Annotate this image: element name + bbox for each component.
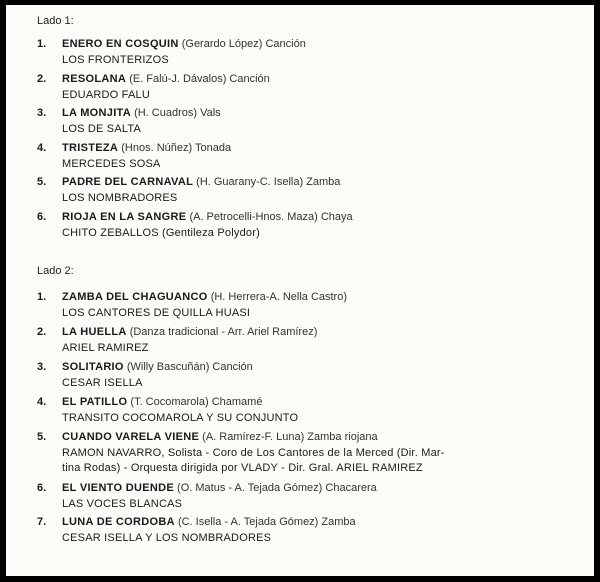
side-1-label: Lado 1: — [37, 15, 74, 27]
track-title: RIOJA EN LA SANGRE — [62, 211, 187, 223]
track-artist: tina Rodas) - Orquesta dirigida por VLADY - Dir. Gral. ARIEL RAMIREZ — [62, 462, 423, 474]
track-number: 5. — [37, 431, 47, 443]
side-2-label: Lado 2: — [37, 265, 74, 277]
track-credit: (Willy Bascuñán) Canción — [126, 361, 253, 373]
track-number: 2. — [37, 326, 47, 338]
track-title: EL PATILLO — [62, 396, 128, 408]
track-number: 1. — [37, 291, 47, 303]
track-title: TRISTEZA — [62, 142, 119, 154]
track-item — [37, 360, 577, 391]
track-title: LUNA DE CORDOBA — [62, 516, 175, 528]
track-artist: CESAR ISELLA — [62, 376, 143, 389]
track-credit: (O. Matus - A. Tejada Gómez) Chacarera — [177, 482, 377, 494]
track-item — [37, 37, 577, 68]
track-title: SOLITARIO — [62, 361, 124, 373]
track-item — [37, 175, 577, 206]
track-item — [37, 290, 577, 321]
track-credit: (H. Guarany-C. Isella) Zamba — [196, 176, 341, 188]
track-credit: (A. Ramírez-F. Luna) Zamba riojana — [202, 431, 378, 443]
track-artist: LOS FRONTERIZOS — [62, 53, 169, 66]
track-artist: CESAR ISELLA Y LOS NOMBRADORES — [62, 531, 272, 544]
track-title: ENERO EN COSQUIN — [62, 38, 179, 50]
track-title: ZAMBA DEL CHAGUANCO — [62, 291, 208, 303]
track-item — [37, 430, 577, 477]
track-item — [37, 141, 577, 172]
track-title: PADRE DEL CARNAVAL — [62, 176, 194, 188]
track-number: 5. — [37, 176, 47, 188]
track-artist: LOS CANTORES DE QUILLA HUASI — [62, 306, 251, 319]
track-title: RESOLANA — [62, 73, 127, 85]
track-number: 7. — [37, 516, 47, 528]
track-number: 1. — [37, 38, 47, 50]
track-title: CUANDO VARELA VIENE — [62, 431, 200, 443]
track-artist: LOS DE SALTA — [62, 122, 142, 135]
track-artist: LOS NOMBRADORES — [62, 191, 178, 204]
track-credit: (C. Isella - A. Tejada Gómez) Zamba — [177, 516, 356, 528]
track-artist: EDUARDO FALU — [62, 88, 150, 101]
track-artist: LAS VOCES BLANCAS — [62, 497, 183, 510]
track-item — [37, 210, 577, 241]
track-credit: (H. Cuadros) Vals — [134, 107, 221, 119]
track-artist: CHITO ZEBALLOS (Gentileza Polydor) — [62, 226, 260, 239]
track-artist: RAMON NAVARRO, Solista - Coro de Los Cantores de la Merced (Dir. Mar- — [62, 446, 445, 459]
track-credit: (Gerardo López) Canción — [181, 38, 306, 50]
track-credit: (H. Herrera-A. Nella Castro) — [210, 291, 348, 303]
track-title: LA MONJITA — [62, 107, 131, 119]
track-credit: (Danza tradicional - Arr. Ariel Ramírez) — [129, 326, 318, 338]
track-title: EL VIENTO DUENDE — [62, 482, 174, 494]
track-artist: ARIEL RAMIREZ — [62, 341, 149, 354]
track-credit: (Hnos. Núñez) Tonada — [121, 142, 232, 154]
track-number: 6. — [37, 482, 47, 494]
track-number: 3. — [37, 107, 47, 119]
track-item — [37, 72, 577, 103]
track-credit: (T. Cocomarola) Chamamé — [130, 396, 263, 408]
track-item — [37, 325, 577, 356]
track-artist: MERCEDES SOSA — [62, 157, 161, 170]
track-item — [37, 106, 577, 137]
track-number: 6. — [37, 211, 47, 223]
track-artist: TRANSITO COCOMAROLA Y SU CONJUNTO — [62, 411, 299, 424]
track-title: LA HUELLA — [62, 326, 127, 338]
track-credit: (E. Falú-J. Dávalos) Canción — [129, 73, 270, 85]
track-item — [37, 515, 577, 546]
track-item — [37, 481, 577, 512]
track-number: 3. — [37, 361, 47, 373]
track-credit: (A. Petrocelli-Hnos. Maza) Chaya — [189, 211, 353, 223]
track-item — [37, 395, 577, 426]
track-number: 4. — [37, 142, 47, 154]
track-number: 4. — [37, 396, 47, 408]
record-sleeve-tracklist — [6, 5, 594, 576]
track-number: 2. — [37, 73, 47, 85]
